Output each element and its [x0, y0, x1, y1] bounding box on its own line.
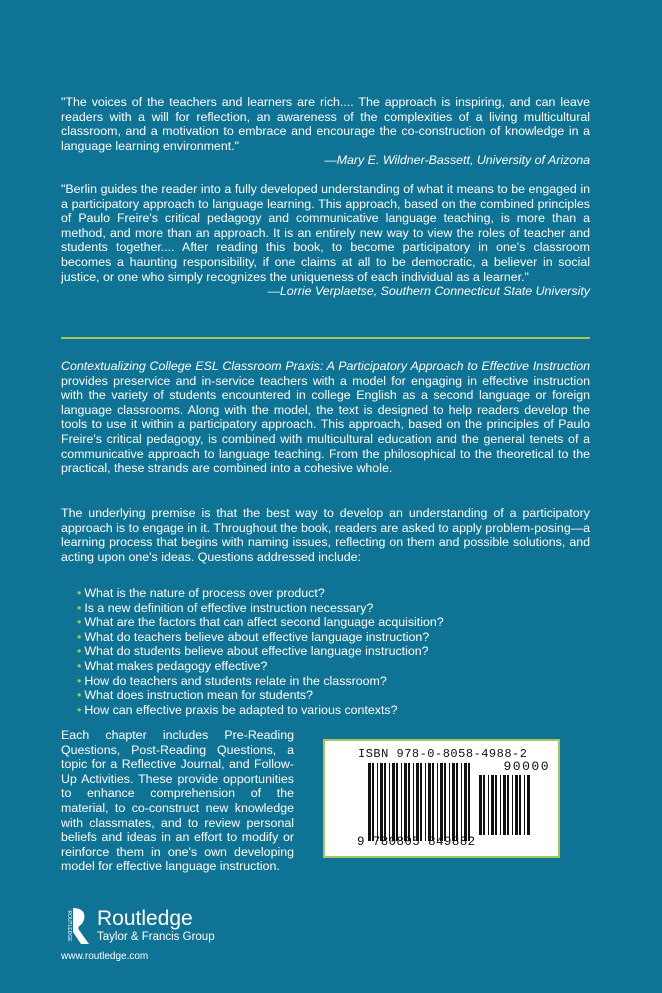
list-item: • What is the nature of process over product?: [77, 586, 325, 600]
quote-attribution: —Mary E. Wildner-Bassett, University of Arizona: [324, 153, 590, 168]
quote-text: "The voices of the teachers and learners are rich.... The approach is inspiring, and can leave readers with a will for reflection, an awareness of the complexities of a living multicultural classroom, and a motivation to embrace and encourage the co-construction of knowledge in a language learning environment.": [61, 95, 590, 153]
barcode-bar: [384, 763, 386, 841]
list-item: • What does instruction mean for students?: [77, 688, 314, 703]
list-item: • What do teachers believe about effective language instruction?: [77, 629, 430, 644]
barcode-bar: [413, 763, 414, 841]
barcode-bar: [515, 775, 518, 835]
description-paragraph-1: [61, 359, 590, 476]
barcode-bar: [456, 763, 458, 841]
barcode-bar: [491, 775, 494, 835]
description-text: provides preservice and in-service teachers with a model for engaging in effective instruction with the variety of students encountered in college English as a second language or foreign language classrooms. Along with the model, the text is designed to help readers develop the tools to use it within a participatory approach. This approach, based on the principles of Paulo Freire's critical pedagogy, is combined with multicultural education and the general tenets of a communicative approach to language teaching. From the philosophical to the theoretical to the practical, these strands are combined into a cohesive whole.: [61, 373, 590, 476]
barcode-bar: [392, 763, 395, 841]
isbn-barcode: [323, 739, 560, 858]
ean-number: 9 780805 849882: [357, 835, 476, 849]
barcode-bar: [408, 763, 410, 841]
barcode-bar: [444, 763, 446, 841]
list-item: • What makes pedagogy effective?: [77, 658, 268, 673]
chapter-features: Each chapter includes Pre-Reading Questions, Post-Reading Questions, a topic for a Reflective Journal, and Follow-Up Activities. These provide opportunities to enhance comprehension of the material, to co-construct new knowledge with classmates, and to review personal beliefs and ideas in an effort to modify or reinforce them in one's own developing model for effective language instruction.: [61, 728, 294, 874]
quote-attribution: —Lorrie Verplaetse, Southern Connecticut State University: [267, 284, 590, 299]
questions-list: [77, 586, 444, 717]
book-title: Contextualizing College ESL Classroom Praxis: A Participatory Approach to Effective Instruction: [61, 359, 590, 373]
barcode-bar: [468, 763, 470, 841]
barcode-bar: [377, 763, 378, 841]
list-item: • Is a new definition of effective instruction necessary?: [77, 600, 374, 615]
svg-text:ROUTLEDGE: ROUTLEDGE: [66, 910, 72, 942]
barcode-bar: [380, 763, 383, 841]
list-item: • How do teachers and students relate in the classroom?: [77, 673, 387, 688]
barcode-bar: [432, 763, 434, 841]
barcode-bar: [425, 763, 426, 841]
barcode-bar: [495, 775, 497, 835]
barcode-bar: [483, 775, 485, 835]
barcode-bar: [524, 775, 525, 835]
list-item: • What do students believe about effective language instruction?: [77, 644, 429, 659]
barcode-bar: [440, 763, 443, 841]
barcode-bar: [461, 763, 462, 841]
publisher-website: www.routledge.com: [61, 951, 149, 962]
publisher-logo: [61, 906, 215, 946]
barcode-bar: [503, 775, 506, 835]
addon-barcode-bars: [479, 775, 531, 835]
quote-text: "Berlin guides the reader into a fully developed understanding of what it means to be engaged in a participatory approach to language learning. This approach, based on the combined principles of Paulo Freire's critical pedagogy and communicative language teaching, is more than a method, and more than an approach. It is an entirely new way to view the roles of teacher and students together.... After reading this book, to become participatory in one's classroom becomes a haunting responsibility, if one claims at all to be democratic, a believer in social justice, or one who simply recognizes the uniqueness of each individual as a learner.": [61, 182, 590, 284]
review-quote-2: [61, 182, 590, 299]
description-paragraph-2: The underlying premise is that the best way to develop an understanding of a participatory approach is to engage in it. Throughout the book, readers are asked to apply problem-posing—a learning process that begins with naming issues, reflecting on them and possible solutions, and acting upon one's ideas. Questions addressed include:: [61, 506, 590, 564]
barcode-bars: [368, 763, 474, 841]
review-quote-1: [61, 95, 590, 168]
barcode-bar: [507, 775, 509, 835]
barcode-bar: [389, 763, 390, 841]
barcode-bar: [488, 775, 489, 835]
barcode-bar: [500, 775, 501, 835]
barcode-bar: [479, 775, 482, 835]
barcode-bar: [437, 763, 438, 841]
barcode-bar: [428, 763, 431, 841]
barcode-bar: [452, 763, 455, 841]
routledge-r-icon: [61, 906, 91, 946]
barcode-bar: [404, 763, 407, 841]
barcode-bar: [401, 763, 402, 841]
barcode-bar: [372, 763, 374, 841]
barcode-bar: [527, 775, 530, 835]
publisher-name: Routledge: [97, 907, 193, 930]
barcode-bar: [464, 763, 467, 841]
publisher-group: Taylor & Francis Group: [97, 931, 215, 943]
divider: [61, 337, 590, 339]
barcode-bar: [519, 775, 521, 835]
barcode-bar: [420, 763, 422, 841]
barcode-bar: [449, 763, 450, 841]
list-item: • What are the factors that can affect second language acquisition?: [77, 615, 444, 630]
barcode-bar: [396, 763, 398, 841]
list-item: • How can effective praxis be adapted to various contexts?: [77, 702, 398, 717]
barcode-bar: [512, 775, 513, 835]
isbn-label: ISBN 978-0-8058-4988-2: [358, 747, 528, 761]
barcode-bar: [368, 763, 371, 841]
price-addon: 90000: [503, 759, 550, 774]
barcode-bar: [416, 763, 419, 841]
